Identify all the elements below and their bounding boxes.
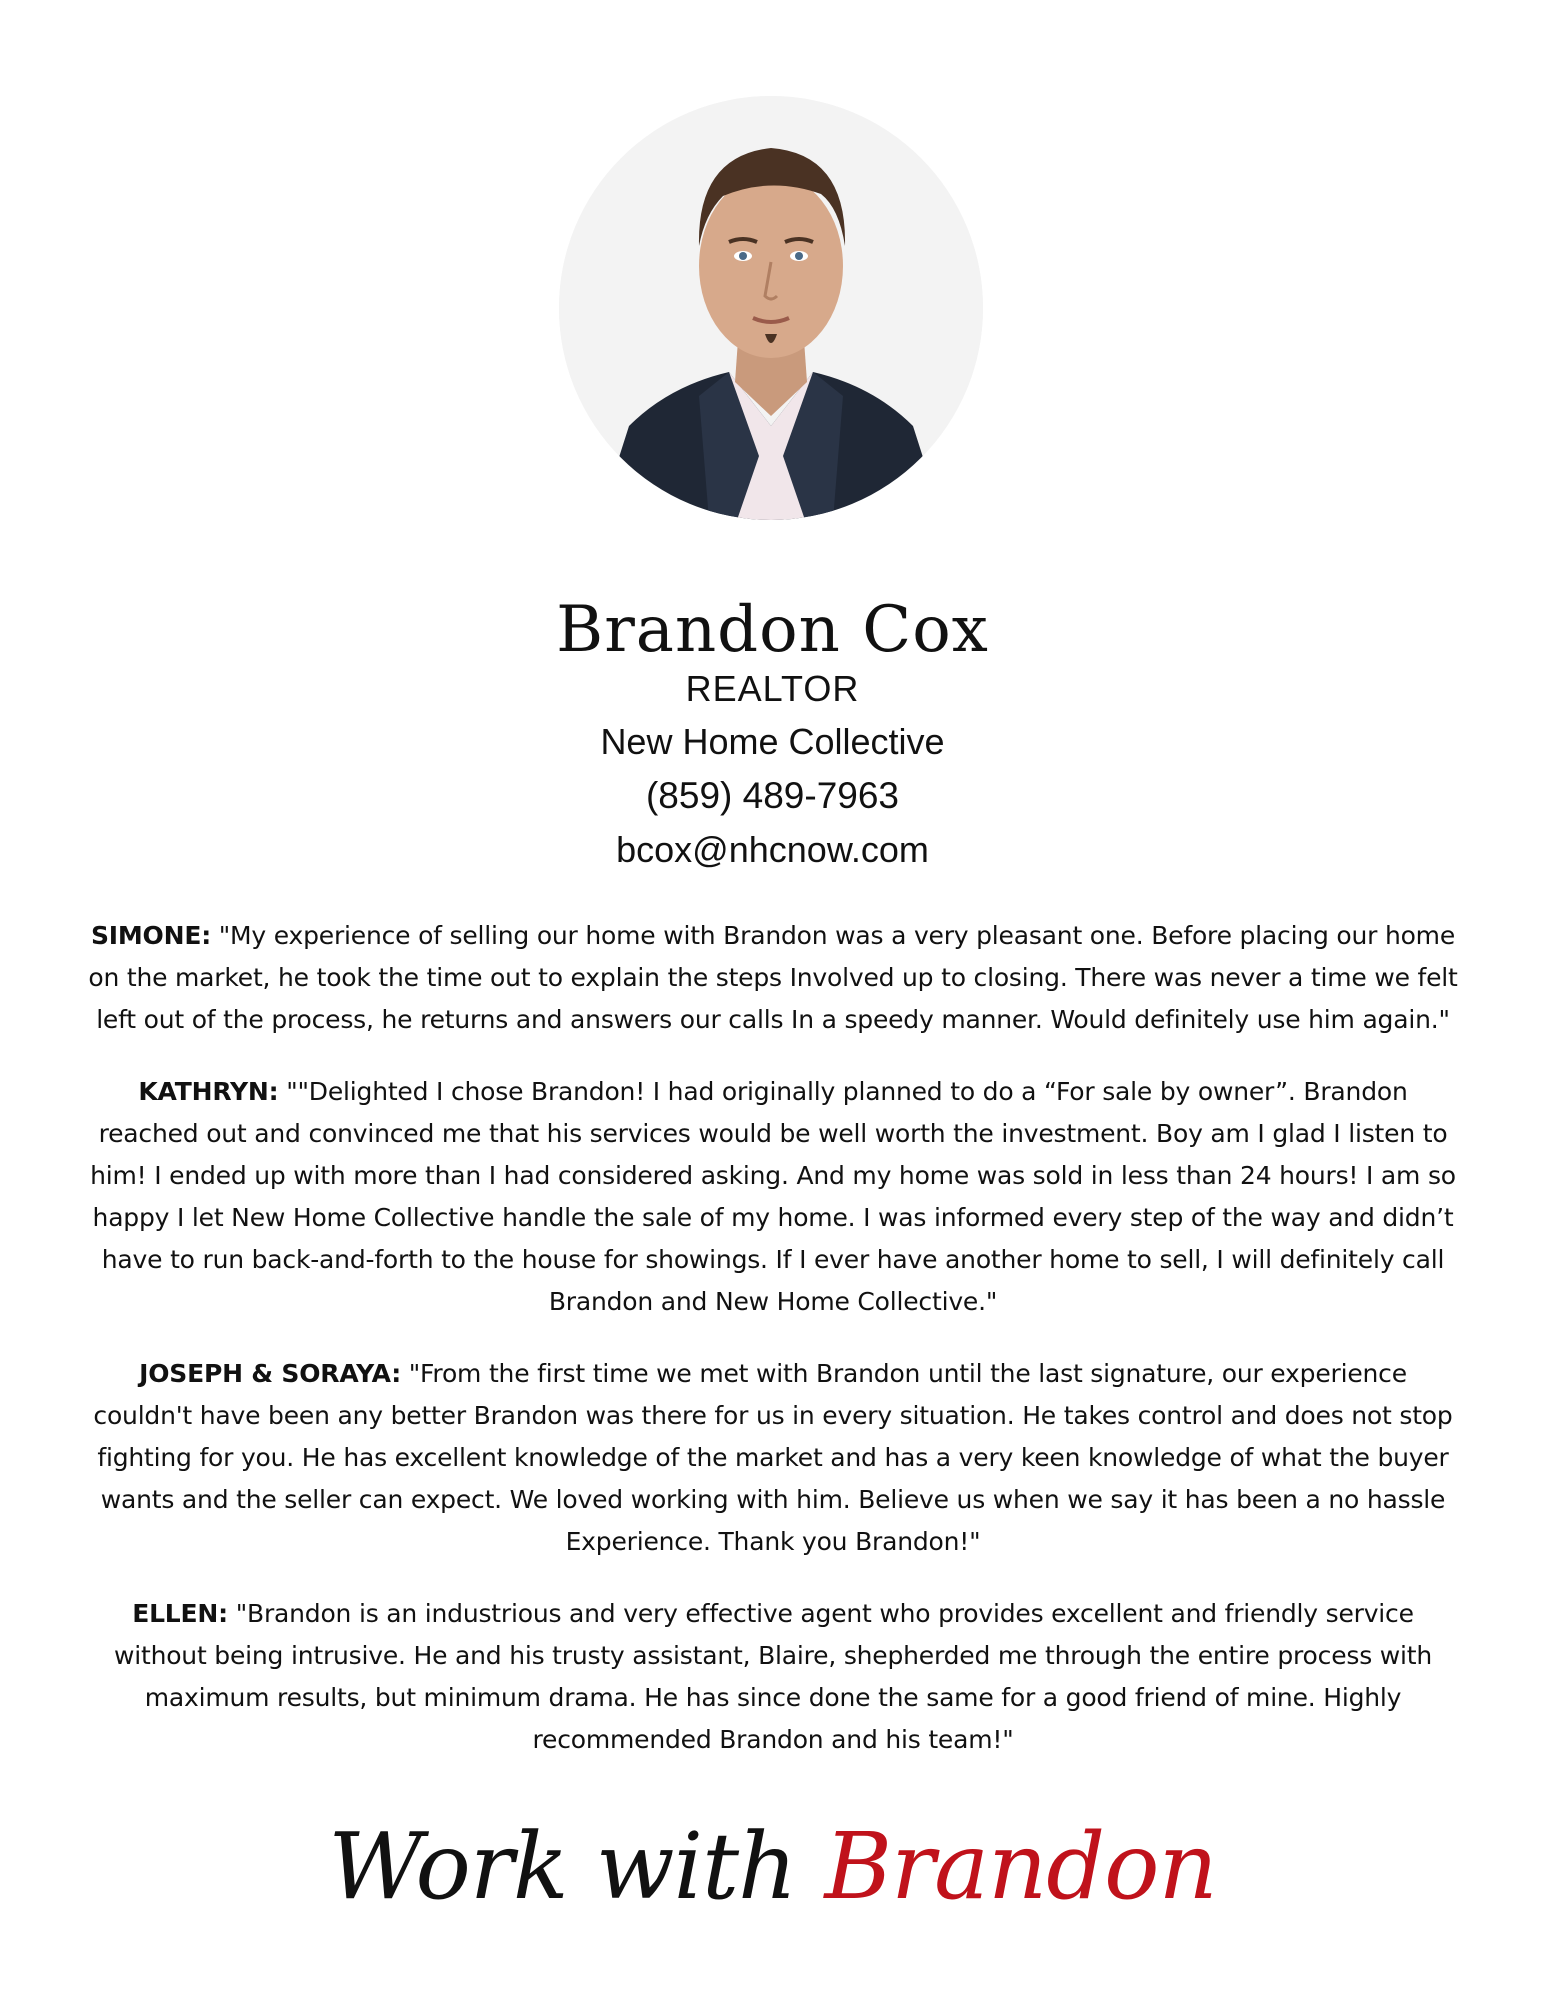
testimonial-author: SIMONE: [90,921,211,950]
agent-company: New Home Collective [600,721,945,762]
testimonial-text: "My experience of selling our home with Brandon was a very pleasant one. Before placing our home on the market, he took the time out to explain the steps Involved up to closing. There was never a time we felt left out of the process, he returns and answers our calls In a speedy manner. Would definitely use him again." [88,921,1458,1034]
agent-portrait-image [559,96,983,520]
testimonial-simone [88,915,1458,1041]
testimonial-text: ""Delighted I chose Brandon! I had originally planned to do a “For sale by owner”. Brandon reached out and convinced me that his services would be well worth the investment. Boy am I glad I listen to him! I ended up with more than I had considered asking. And my home was sold in less than 24 hours! I am so happy I let New Home Collective handle the sale of my home. I was informed every step of the way and didn’t have to run back-and-forth to the house for showings. If I ever have another home to sell, I will definitely call Brandon and New Home Collective." [90,1077,1456,1316]
agent-photo [559,96,983,520]
agent-name: Brandon Cox [556,593,989,667]
testimonial-text: "Brandon is an industrious and very effective agent who provides excellent and friendly service without being intrusive. He and his trusty assistant, Blaire, shepherded me through the entire process with maximum results, but minimum drama. He has since done the same for a good friend of mine. Highly recommended Brandon and his team!" [113,1599,1433,1754]
testimonial-kathryn [88,1071,1458,1323]
testimonial-joseph-soraya [88,1353,1458,1563]
agent-email[interactable]: bcox@nhcnow.com [616,829,929,870]
work-with-cta [0,1812,1545,1922]
agent-title: REALTOR [685,668,860,709]
testimonial-author: KATHRYN: [138,1077,279,1106]
testimonial-text: "From the first time we met with Brandon until the last signature, our experience couldn't have been any better Brandon was there for us in every situation. He takes control and does not stop fighting for you. He has excellent knowledge of the market and has a very keen knowledge of what the buyer wants and the seller can expect. We loved working with him. Believe us when we say it has been a no hassle Experience. Thank you Brandon!" [93,1359,1453,1556]
testimonial-ellen [88,1593,1458,1761]
agent-phone[interactable]: (859) 489-7963 [645,775,900,816]
cta-lead: Work with [328,1813,825,1920]
testimonials-list [88,915,1458,1791]
cta-accent-name: Brandon [824,1813,1217,1920]
testimonial-author: ELLEN: [132,1599,228,1628]
testimonial-author: JOSEPH & SORAYA: [139,1359,402,1388]
